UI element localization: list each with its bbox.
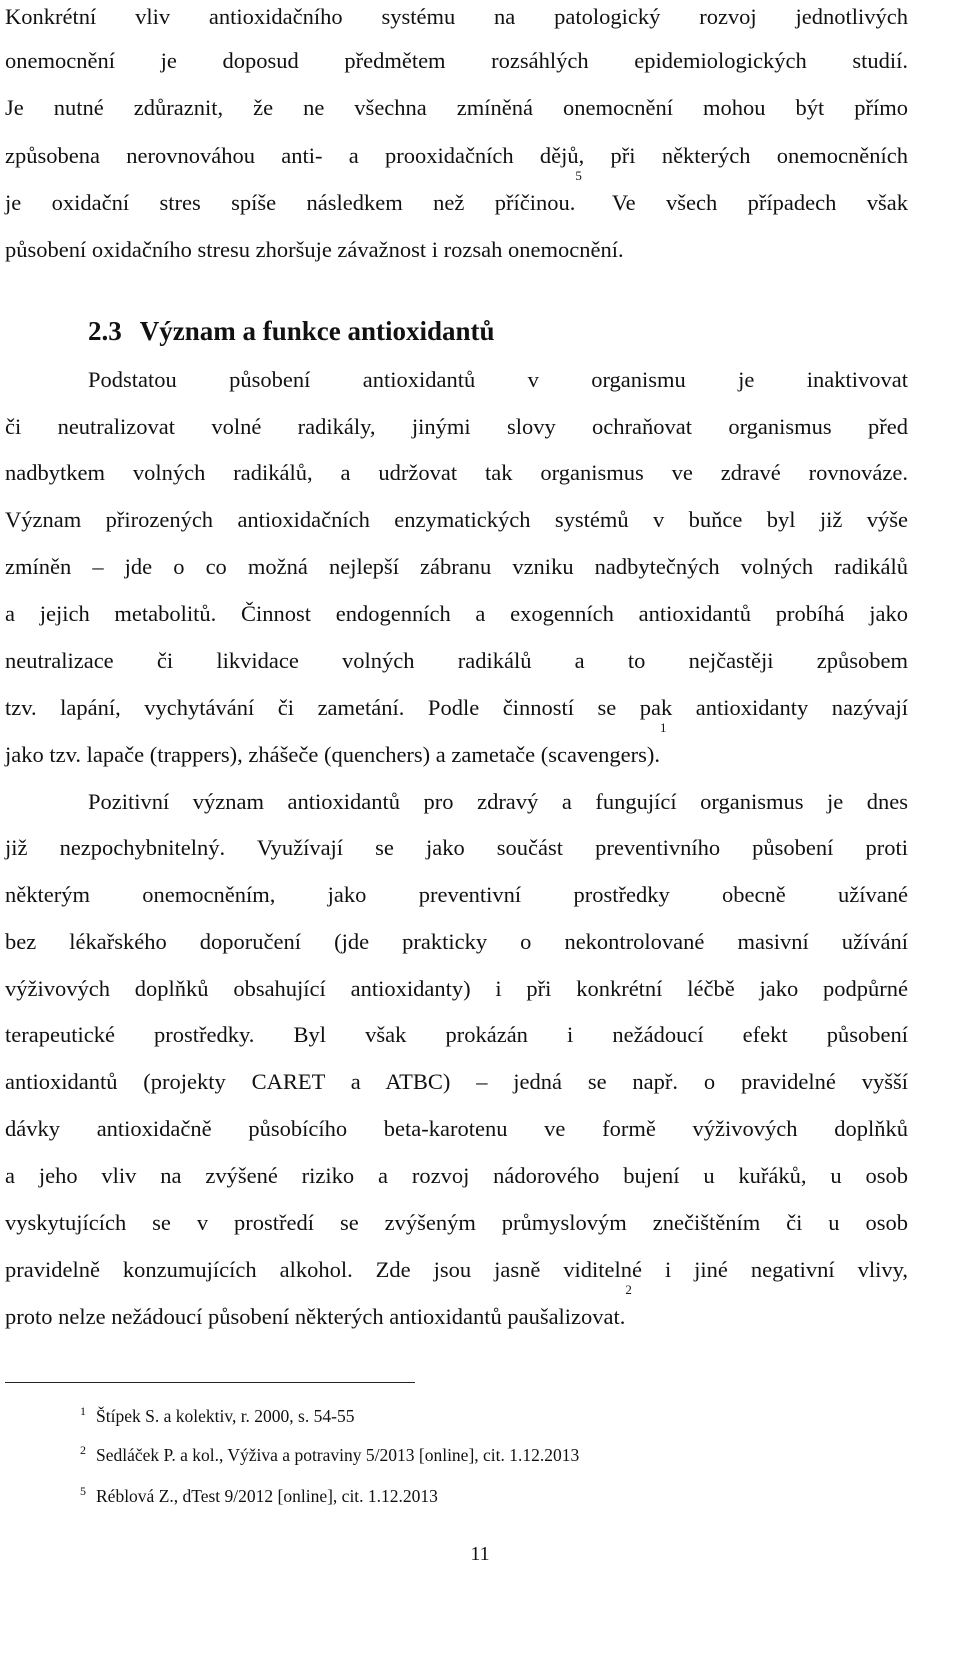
page-number: 11 [470,1543,490,1565]
paragraph-line: Je nutné zdůraznit, že ne všechna zmíněná onemocnění mohou být přímo [5,95,908,120]
footnote-ref: 1 [660,720,667,735]
paragraph-line: Význam přirozených antioxidačních enzymatických systémů v buňce byl již výše [5,507,908,532]
paragraph-line: antioxidantů (projekty CARET a ATBC) – jedná se např. o pravidelné vyšší [5,1069,908,1094]
footnote-number: 2 [80,1443,86,1457]
paragraph-line: terapeutické prostředky. Byl však prokázán i nežádoucí efekt působení [5,1022,908,1047]
paragraph-line: či neutralizovat volné radikály, jinými slovy ochraňovat organismus před [5,414,908,439]
paragraph-line: nadbytkem volných radikálů, a udržovat tak organismus ve zdravé rovnováze. [5,460,908,485]
footnote-text: Réblová Z., dTest 9/2012 [online], cit. 1.12.2013 [96,1486,438,1506]
paragraph-line: výživových doplňků obsahující antioxidanty) i při konkrétní léčbě jako podpůrné [5,976,908,1001]
section-heading [88,314,495,348]
paragraph-line: bez lékařského doporučení (jde prakticky o nekontrolované masivní užívání [5,929,908,954]
paragraph-line: neutralizace či likvidace volných radikálů a to nejčastěji způsobem [5,648,908,673]
paragraph-line: dávky antioxidačně působícího beta-karotenu ve formě výživových doplňků [5,1116,908,1141]
footnote [80,1404,354,1430]
footnote-ref: 5 [575,168,582,183]
paragraph-line: Pozitivní význam antioxidantů pro zdravý a fungující organismus je dnes [88,789,908,814]
section-number: 2.3 [88,316,122,347]
paragraph-line: Konkrétní vliv antioxidačního systému na patologický rozvoj jednotlivých [5,4,908,29]
paragraph-line: tzv. lapání, vychytávání či zametání. Podle činností se pak antioxidanty nazývají [5,695,908,720]
footnote-text: Štípek S. a kolektiv, r. 2000, s. 54-55 [96,1406,355,1426]
paragraph-line: a jeho vliv na zvýšené riziko a rozvoj nádorového bujení u kuřáků, u osob [5,1163,908,1188]
footnote-number: 1 [80,1404,86,1418]
footnote-number: 5 [80,1484,86,1498]
line-text: je oxidační stres spíše následkem než příčinou. [5,190,576,215]
paragraph-line [5,1282,908,1334]
line-text: jako tzv. lapače (trappers), zhášeče (quenchers) a zametače (scavengers). [5,742,661,767]
section-title: Význam a funkce antioxidantů [139,316,495,347]
paragraph-line [5,168,908,220]
paragraph-line: způsobena nerovnováhou anti- a prooxidačních dějů, při některých onemocněních [5,143,908,168]
line-text: proto nelze nežádoucí působení některých antioxidantů paušalizovat. [5,1304,626,1329]
paragraph-line: Podstatou působení antioxidantů v organismu je inaktivovat [88,367,908,392]
paragraph-line: pravidelně konzumujících alkohol. Zde jsou jasně viditelné i jiné negativní vlivy, [5,1257,908,1282]
footnote-ref: 2 [625,1282,632,1297]
paragraph-line: již nezpochybnitelný. Využívají se jako součást preventivního působení proti [5,835,908,860]
footnote [80,1484,438,1510]
paragraph-line: některým onemocněním, jako preventivní prostředky obecně užívané [5,882,908,907]
paragraph-line: a jejich metabolitů. Činnost endogenních a exogenních antioxidantů probíhá jako [5,601,908,626]
paragraph-line: působení oxidačního stresu zhoršuje závažnost i rozsah onemocnění. [5,237,624,262]
line-text: Ve všech případech však [611,190,908,215]
footnote-text: Sedláček P. a kol., Výživa a potraviny 5/2013 [online], cit. 1.12.2013 [96,1445,580,1465]
paragraph-line: vyskytujících se v prostředí se zvýšeným průmyslovým znečištěním či u osob [5,1210,908,1235]
paragraph-line [5,720,908,772]
footnote [80,1443,579,1469]
footnote-separator [5,1382,415,1383]
paragraph-line: onemocnění je doposud předmětem rozsáhlých epidemiologických studií. [5,48,908,73]
paragraph-line: zmíněn – jde o co možná nejlepší zábranu vzniku nadbytečných volných radikálů [5,554,908,579]
